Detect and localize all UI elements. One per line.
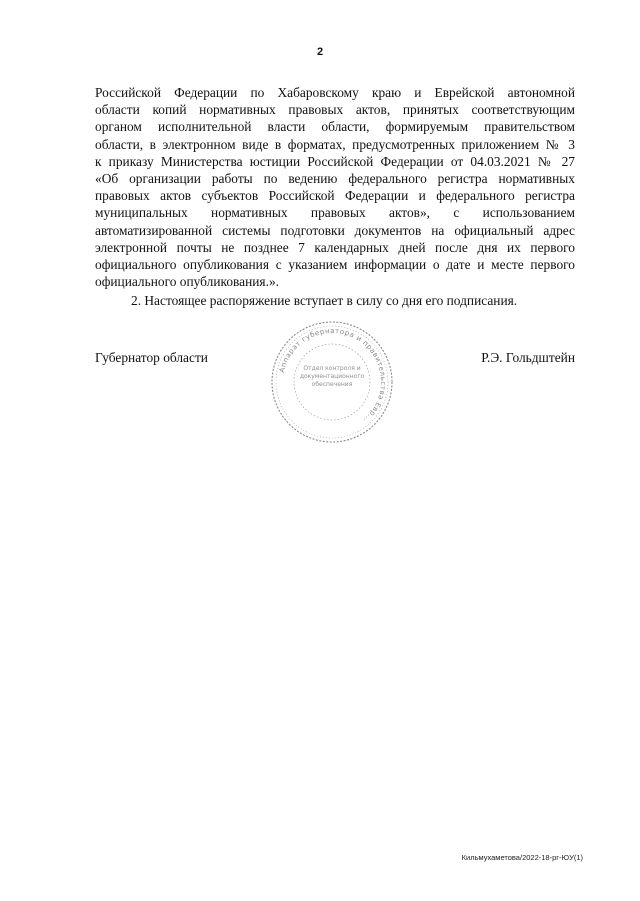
official-stamp <box>268 318 396 446</box>
body-line: правовых актов субъектов Российской Федерации и федерального регистра <box>95 188 575 204</box>
body-line: электронной почты не позднее 7 календарных дней после дня их первого <box>95 239 575 255</box>
body-line: области копий нормативных правовых актов, принятых соответствующим <box>95 102 575 118</box>
body-line: муниципальных нормативных правовых актов», с использованием <box>95 205 575 221</box>
body-line: Российской Федерации по Хабаровскому краю и Еврейской автономной <box>95 85 575 100</box>
signatory-position: Губернатор области <box>95 350 208 365</box>
body-line: официального опубликования с указанием информации о дате и месте первого <box>95 257 575 273</box>
paragraph-2: 2. Настоящее распоряжение вступает в силу со дня его подписания. <box>131 293 518 309</box>
signature-block <box>95 350 575 374</box>
page-number: 2 <box>316 46 324 58</box>
executor-reference: Кильмухаметова/2022-18-рг-ЮУ(1) <box>461 853 583 862</box>
body-line: официального опубликования.». <box>95 274 279 290</box>
body-line: органом исполнительной власти области, формируемым правительством <box>95 119 575 135</box>
document-body <box>95 84 575 310</box>
body-line: «Об организации работы по ведению федерального регистра нормативных <box>95 171 575 187</box>
body-line: области, в электронном виде в форматах, предусмотренных приложением № 3 <box>95 136 575 152</box>
stamp-outer-text: Аппарат губернатора и правительства Евр... <box>277 326 388 425</box>
signatory-name: Р.Э. Гольдштейн <box>481 350 575 365</box>
stamp-inner-text: Отдел контроля и документационного обеспечения <box>299 365 365 388</box>
body-line: автоматизированной системы подготовки документов на официальный адрес <box>95 222 575 238</box>
body-line: к приказу Министерства юстиции Российской Федерации от 04.03.2021 № 27 <box>95 153 575 169</box>
